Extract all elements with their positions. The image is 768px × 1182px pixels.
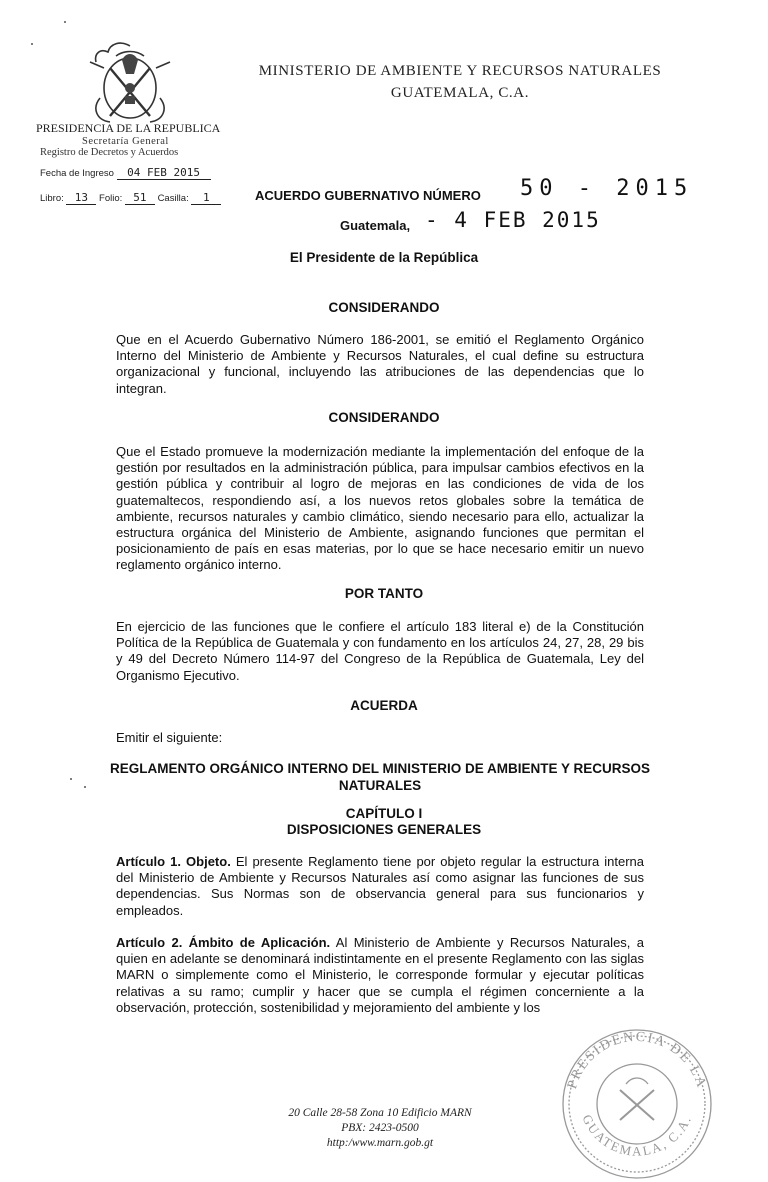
stamp-secretaria: Secretaría General — [82, 136, 169, 147]
svg-text:PRESIDENCIA DE LA — [565, 1030, 709, 1091]
considerando-heading-1: CONSIDERANDO — [328, 300, 440, 315]
footer-address-block — [230, 1106, 530, 1151]
acuerdo-date: - 4 FEB 2015 — [425, 208, 601, 232]
ministry-name: MINISTERIO DE AMBIENTE Y RECURSOS NATURALES — [258, 63, 662, 79]
article-2 — [116, 935, 644, 1016]
portanto-text: En ejercicio de las funciones que le confiere el artículo 183 literal e) de la Constitución Política de la República de Guatemala y con fundamento en los artículos 24, 27, 28, 29 bis y 49 del Decreto Número 114-97 del Congreso de la República de Guatemala, Ley del Organismo Ejecutivo. — [116, 619, 644, 683]
scan-speck — [31, 43, 33, 45]
portanto-heading: POR TANTO — [344, 586, 424, 601]
fecha-label: Fecha de Ingreso — [40, 168, 114, 179]
scan-speck — [70, 778, 72, 780]
libro-label: Libro: — [40, 193, 64, 204]
presidente-heading: El Presidente de la República — [289, 250, 479, 265]
acuerdo-title: ACUERDO GUBERNATIVO NÚMERO — [255, 188, 481, 203]
scan-speck — [84, 786, 86, 788]
stamp-libro-row — [40, 191, 221, 205]
place-label: Guatemala, — [340, 218, 411, 233]
casilla-value: 1 — [191, 191, 221, 205]
considerando-text-2: Que el Estado promueve la modernización mediante la implementación del enfoque de la gestión por resultados en la administración pública, para impulsar cambios efectivos en la gestión pública y contribuir al logro de mejoras en las condiciones de vida de los guatemaltecos, respondiendo así, a los nuevos retos globales sobre la temática de ambiente, recursos naturales y cambio climático, siendo necesario para ello, actualizar la estructura orgánica del Ministerio de Ambiente, asignando funciones que permitan el posicionamiento de país en esas materias, por lo que se hace necesario emitir un nuevo reglamento orgánico interno. — [116, 444, 644, 573]
footer-website: http:/www.marn.gob.gt — [326, 1137, 434, 1149]
considerando-heading-2: CONSIDERANDO — [328, 410, 440, 425]
footer-pbx: PBX: 2423-0500 — [341, 1122, 419, 1134]
footer-address: 20 Calle 28-58 Zona 10 Edificio MARN — [288, 1107, 472, 1119]
ministry-location: GUATEMALA, C.A. — [390, 85, 530, 101]
scan-speck — [64, 21, 66, 23]
casilla-label: Casilla: — [157, 193, 189, 204]
considerando-text-1: Que en el Acuerdo Gubernativo Número 186-2001, se emitió el Reglamento Orgánico Interno del Ministerio de Ambiente y Recursos Naturales, el cual define su estructura organizacional y funcional, incluyendo las atribuciones de las dependencias que lo integran. — [116, 332, 644, 396]
folio-value: 51 — [125, 191, 155, 205]
article-1 — [116, 854, 644, 919]
seal-text-bottom: GUATEMALA, C.A. — [579, 1112, 695, 1159]
acuerdo-number: 50 - 2015 — [520, 176, 694, 201]
seal-text-top: PRESIDENCIA DE LA — [564, 1029, 710, 1091]
capitulo-name: DISPOSICIONES GENERALES — [286, 822, 482, 837]
reglamento-title: REGLAMENTO ORGÁNICO INTERNO DEL MINISTERIO DE AMBIENTE Y RECURSOS NATURALES — [109, 761, 651, 793]
official-seal-stamp — [552, 1020, 722, 1180]
article-2-text: Al Ministerio de Ambiente y Recursos Naturales, a quien en adelante se denominará indistintamente en el presente Reglamento con las siglas MARN o simplemente como el Ministerio, le corresponde formular y ejecutar políticas relativas a su ramo; cumplir y hacer que se cumpla el régimen concerniente a la observación, protección, sostenibilidad y mejoramiento del ambiente y los — [116, 935, 644, 1015]
emitir-text: Emitir el siguiente: — [116, 730, 223, 745]
ministry-header — [200, 60, 720, 104]
stamp-fecha-row — [40, 166, 211, 180]
article-2-label: Artículo 2. Ámbito de Aplicación. — [116, 935, 331, 950]
article-1-text: El presente Reglamento tiene por objeto regular la estructura interna del Ministerio de Ambiente y Recursos Naturales así como asignar las funciones de sus dependencias. Sus Normas son de observancia general para sus funcionarios y empleados. — [116, 854, 644, 918]
stamp-registro: Registro de Decretos y Acuerdos — [40, 147, 179, 158]
fecha-value: 04 FEB 2015 — [117, 166, 211, 180]
article-1-label: Artículo 1. Objeto. — [116, 854, 231, 869]
stamp-presidencia: PRESIDENCIA DE LA REPUBLICA — [36, 121, 221, 135]
acuerda-heading: ACUERDA — [350, 698, 418, 713]
coat-of-arms-emblem — [70, 38, 190, 128]
libro-value: 13 — [66, 191, 96, 205]
svg-text:GUATEMALA, C.A. — [579, 1112, 694, 1159]
folio-label: Folio: — [99, 193, 123, 204]
capitulo-heading: CAPÍTULO I — [345, 806, 423, 821]
